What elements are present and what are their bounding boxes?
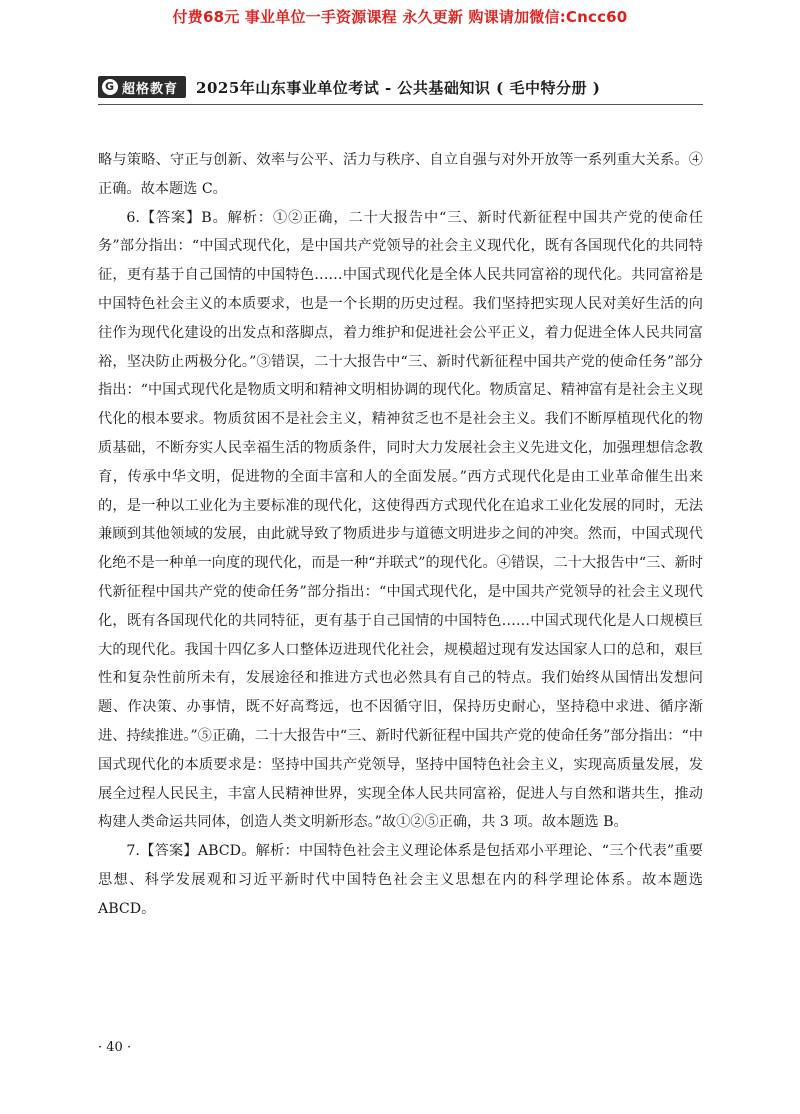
paragraph-continuation: 略与策略、守正与创新、效率与公平、活力与秩序、自立自强与对外开放等一系列重大关系。④正确。故本题选 C。 [98,152,703,197]
page-header [98,70,600,104]
answer-6-paragraph: 6.【答案】B。解析：①②正确，二十大报告中“三、新时代新征程中国共产党的使命任务”部分指出：“中国式现代化，是中国共产党领导的社会主义现代化，既有各国现代化的共同特征，更有基于自己国情的中国特色……中国式现代化是全体人民共同富裕的现代化。共同富裕是中国特色社会主义的本质要求，也是一个长期的历史过程。我们坚持把实现人民对美好生活的向往作为现代化建设的出发点和落脚点，着力维护和促进社会公平正义，着力促进全体人民共同富裕，坚决防止两极分化。”③错误，二十大报告中“三、新时代新征程中国共产党的使命任务”部分指出：“中国式现代化是物质文明和精神文明相协调的现代化。物质富足、精神富有是社会主义现代化的根本要求。物质贫困不是社会主义，精神贫乏也不是社会主义。我们不断厚植现代化的物质基础，不断夯实人民幸福生活的物质条件，同时大力发展社会主义先进文化，加强理想信念教育，传承中华文明，促进物的全面丰富和人的全面发展。”西方式现代化是由工业革命催生出来的，是一种以工业化为主要标准的现代化，这使得西方式现代化在追求工业化发展的同时，无法兼顾到其他领域的发展，由此就导致了物质进步与道德文明进步之间的冲突。然而，中国式现代化绝不是一种单一向度的现代化，而是一种“并联式”的现代化。④错误，二十大报告中“三、新时代新征程中国共产党的使命任务”部分指出：“中国式现代化，是中国共产党领导的社会主义现代化，既有各国现代化的共同特征，更有基于自己国情的中国特色……中国式现代化是人口规模巨大的现代化。我国十四亿多人口整体迈进现代化社会，规模超过现有发达国家人口的总和，艰巨性和复杂性前所未有，发展途径和推进方式也必然具有自己的特点。我们始终从国情出发想问题、作决策、办事情，既不好高骛远，也不因循守旧，保持历史耐心，坚持稳中求进、循序渐进、持续推进。”⑤正确，二十大报告中“三、新时代新征程中国共产党的使命任务”部分指出：“中国式现代化的本质要求是：坚持中国共产党领导，坚持中国特色社会主义，实现高质量发展，发展全过程人民民主，丰富人民精神世界，实现全体人民共同富裕，促进人与自然和谐共生，推动构建人类命运共同体，创造人类文明新形态。”故①②⑤正确，共 3 项。故本题选 B。 [98,209,703,831]
header-divider [98,104,703,105]
book-title: 2025年山东事业单位考试 - 公共基础知识 ( 毛中特分册 ) [196,78,601,97]
brand-logo [98,76,186,98]
logo-icon: G [102,79,118,95]
page-body [98,146,703,924]
page-number: · 40 · [98,1040,132,1055]
logo-text: 超格教育 [122,81,179,97]
answer-7-paragraph: 7.【答案】ABCD。解析：中国特色社会主义理论体系是包括邓小平理论、“三个代表”重要思想、科学发展观和习近平新时代中国特色社会主义思想在内的科学理论体系。故本题选 ABCD。 [98,843,703,917]
promo-banner: 付费68元 事业单位一手资源课程 永久更新 购课请加微信:Cncc60 [172,8,628,26]
